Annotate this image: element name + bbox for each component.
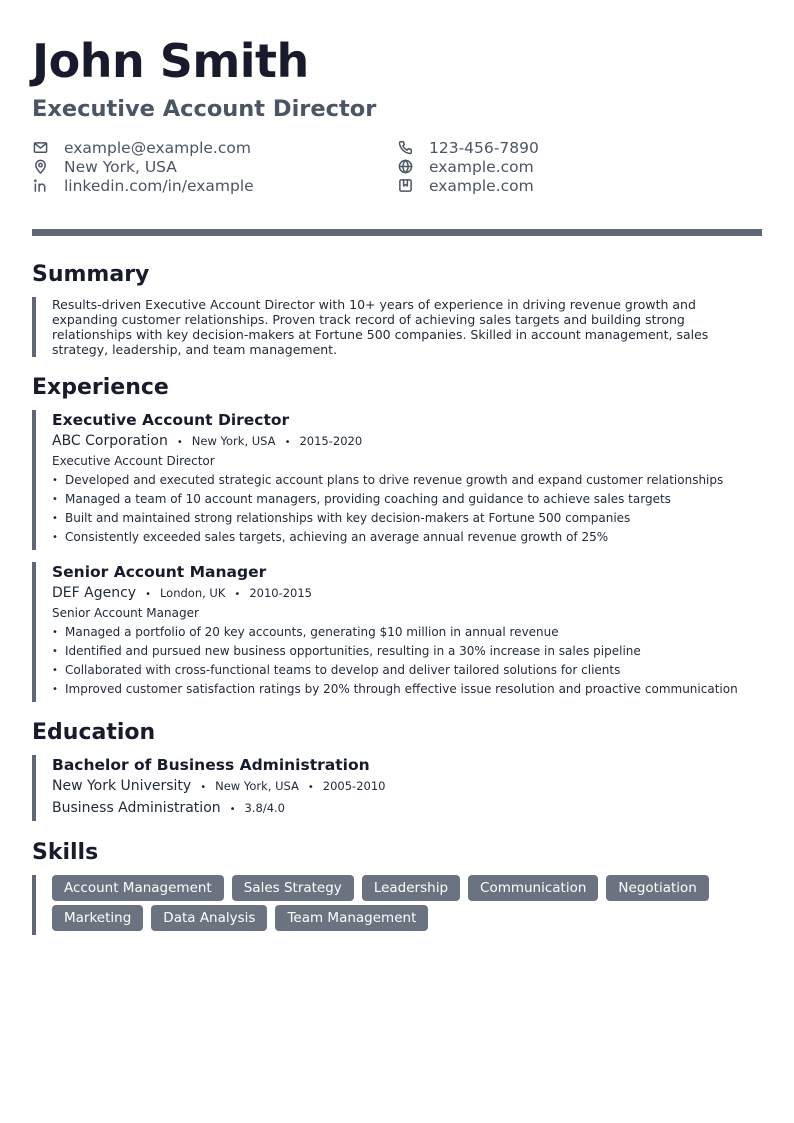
job-location: New York, USA: [191, 434, 276, 448]
job-bullet: • Collaborated with cross-functional teams to develop and deliver tailored solutions for clients: [52, 661, 762, 680]
separator-dot: •: [229, 804, 236, 815]
separator-dot: •: [234, 589, 241, 600]
job-dates: 2010-2015: [249, 586, 312, 600]
job-location: London, UK: [159, 586, 226, 600]
summary-heading: Summary: [32, 262, 150, 287]
job-dates: 2015-2020: [299, 434, 363, 448]
job-title: Senior Account Manager: [52, 563, 267, 581]
education-heading: Education: [32, 720, 156, 745]
contact-location: [32, 157, 177, 176]
linkedin-icon: [32, 178, 48, 194]
experience-item: [32, 562, 762, 702]
job-bullet: • Developed and executed strategic account plans to drive revenue growth and expand customer relationships: [52, 471, 762, 490]
candidate-title: Executive Account Director: [32, 96, 377, 122]
separator-dot: •: [284, 437, 291, 448]
contact-phone[interactable]: [397, 138, 539, 157]
separator-dot: •: [176, 437, 183, 448]
contact-portfolio-text: example.com: [429, 176, 534, 195]
skill-tag: Negotiation: [606, 875, 708, 901]
experience-item: [32, 410, 762, 550]
mail-icon: [32, 140, 48, 156]
skill-tag: Communication: [468, 875, 598, 901]
job-bullets: [52, 471, 762, 547]
contact-info: [32, 138, 762, 198]
education-school: New York University: [52, 778, 192, 794]
candidate-name: John Smith: [32, 34, 309, 88]
skills-list: [52, 875, 758, 931]
job-bullet: • Improved customer satisfaction ratings by 20% through effective issue resolution and proactive communication: [52, 680, 762, 699]
contact-website[interactable]: [397, 157, 534, 176]
skill-tag: Leadership: [362, 875, 460, 901]
job-bullet: • Built and maintained strong relationships with key decision-makers at Fortune 500 companies: [52, 509, 762, 528]
contact-phone-text: 123-456-7890: [429, 138, 539, 157]
education-gpa: 3.8/4.0: [244, 801, 285, 815]
job-bullet: • Managed a team of 10 account managers, providing coaching and guidance to achieve sales targets: [52, 490, 762, 509]
job-bullet: • Identified and pursued new business opportunities, resulting in a 30% increase in sales pipeline: [52, 642, 762, 661]
phone-icon: [397, 140, 413, 156]
education-field: Business Administration: [52, 800, 221, 816]
degree-title: Bachelor of Business Administration: [52, 756, 370, 774]
contact-linkedin[interactable]: [32, 176, 254, 195]
job-bullet: • Consistently exceeded sales targets, achieving an average annual revenue growth of 25%: [52, 528, 762, 547]
skill-tag: Account Management: [52, 875, 224, 901]
contact-website-text: example.com: [429, 157, 534, 176]
separator-dot: •: [200, 782, 207, 793]
contact-email[interactable]: [32, 138, 251, 157]
skill-tag: Data Analysis: [151, 905, 267, 931]
skill-tag: Sales Strategy: [232, 875, 354, 901]
map-pin-icon: [32, 159, 48, 175]
job-meta: [52, 585, 762, 604]
skills-block: [32, 875, 762, 935]
separator-dot: •: [307, 782, 314, 793]
job-bullet: • Managed a portfolio of 20 key accounts, generating $10 million in annual revenue: [52, 623, 762, 642]
contact-location-text: New York, USA: [64, 157, 177, 176]
skill-tag: Team Management: [275, 905, 428, 931]
job-company: ABC Corporation: [52, 433, 168, 449]
job-meta: [52, 433, 762, 452]
summary-block: [32, 297, 762, 357]
job-bullets: [52, 623, 762, 699]
education-location: New York, USA: [215, 779, 299, 793]
contact-portfolio[interactable]: [397, 176, 534, 195]
job-role: Executive Account Director: [52, 454, 215, 468]
globe-icon: [397, 159, 413, 175]
header-divider: [32, 229, 762, 236]
education-meta: [52, 778, 762, 797]
separator-dot: •: [145, 589, 151, 600]
education-field-row: [52, 800, 762, 819]
education-dates: 2005-2010: [322, 779, 386, 793]
job-title: Executive Account Director: [52, 411, 290, 429]
contact-linkedin-text: linkedin.com/in/example: [64, 176, 254, 195]
summary-text: Results-driven Executive Account Director with 10+ years of experience in driving revenue growth and expanding customer relationships. Proven track record of achieving sales targets and building strong relationships with key decision-makers at Fortune 500 companies. Skilled in account management, sales strategy, leadership, and team management.: [52, 297, 709, 357]
skills-heading: Skills: [32, 840, 99, 865]
job-company: DEF Agency: [52, 585, 137, 601]
contact-email-text: example@example.com: [64, 138, 251, 157]
skill-tag: Marketing: [52, 905, 143, 931]
experience-heading: Experience: [32, 375, 169, 400]
education-item: [32, 755, 762, 821]
bookmark-icon: [397, 178, 413, 194]
job-role: Senior Account Manager: [52, 606, 199, 620]
